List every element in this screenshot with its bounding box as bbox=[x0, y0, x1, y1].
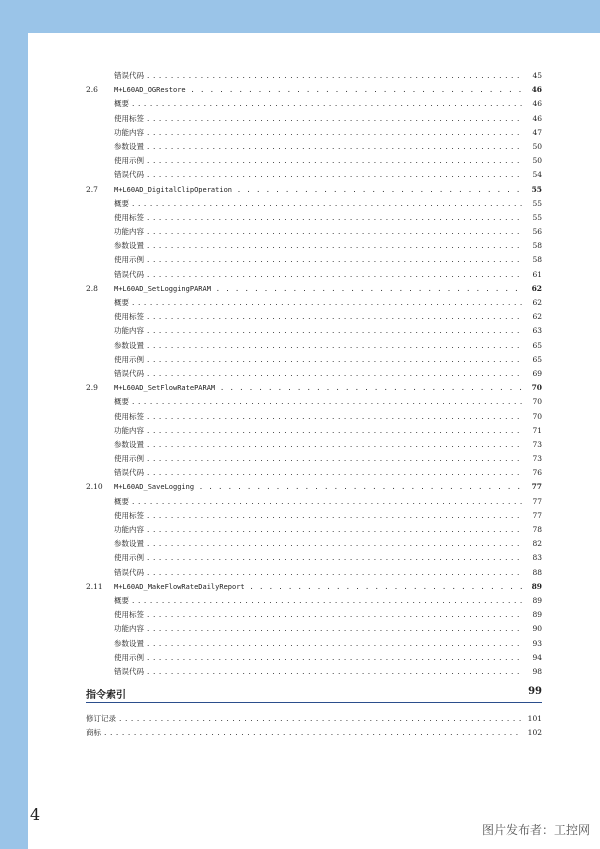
toc-entry-page: 77 bbox=[531, 482, 542, 492]
toc-entry-title: 使用示例 . . . bbox=[114, 651, 522, 665]
toc-section-number: 2.6 bbox=[86, 85, 98, 95]
toc-entry-title: 参数设置 . . . bbox=[114, 140, 522, 154]
toc-entry-title: M+L60AD_OGRestore . . . bbox=[114, 83, 522, 97]
toc-entry[interactable] bbox=[86, 126, 542, 140]
toc-entry-page: 77 bbox=[532, 510, 542, 520]
toc-entry-page: 54 bbox=[532, 170, 542, 180]
toc-entry-page: 62 bbox=[532, 298, 542, 307]
toc-entry[interactable] bbox=[86, 339, 542, 353]
toc-entry[interactable] bbox=[86, 495, 542, 509]
toc-entry-title: 参数设置 . . . bbox=[114, 339, 522, 353]
toc-entry-title: 错误代码 . . . bbox=[114, 665, 522, 679]
toc-entry[interactable] bbox=[86, 726, 542, 740]
toc-entry-page: 94 bbox=[532, 652, 542, 662]
toc-entry-page: 77 bbox=[532, 496, 542, 506]
toc-entry-page: 102 bbox=[527, 728, 542, 738]
toc-entry-page: 70 bbox=[532, 411, 542, 421]
toc-entry[interactable] bbox=[86, 69, 542, 83]
toc-entry-page: 62 bbox=[532, 312, 542, 322]
toc-entry-page: 73 bbox=[532, 454, 542, 464]
table-of-contents bbox=[86, 69, 542, 679]
toc-entry[interactable] bbox=[86, 367, 542, 381]
toc-entry-page: 46 bbox=[532, 99, 542, 109]
toc-entry[interactable] bbox=[86, 168, 542, 182]
toc-entry-title: 使用示例 . . . bbox=[114, 253, 522, 267]
toc-entry[interactable] bbox=[86, 253, 542, 267]
toc-entry-page: 58 bbox=[532, 255, 542, 265]
toc-entry[interactable] bbox=[86, 608, 542, 622]
toc-section-entry[interactable] bbox=[86, 183, 542, 197]
toc-entry-page: 76 bbox=[532, 468, 542, 478]
toc-entry-title: 功能内容 . . . bbox=[114, 622, 522, 636]
toc-entry-title: 使用标签 . . . bbox=[114, 509, 522, 523]
toc-entry-title: M+L60AD_SaveLogging . . . bbox=[114, 480, 522, 494]
toc-entry-title: 商标 . . . bbox=[86, 726, 522, 740]
toc-entry[interactable] bbox=[86, 438, 542, 452]
toc-entry-title: 功能内容 . . . bbox=[114, 225, 522, 239]
toc-entry-title: 修订记录 . . . bbox=[86, 712, 522, 726]
toc-entry-title: 概要 . . . bbox=[114, 594, 522, 608]
toc-section-entry[interactable] bbox=[86, 480, 542, 494]
toc-entry[interactable] bbox=[86, 509, 542, 523]
toc-entry-page: 71 bbox=[532, 425, 542, 435]
toc-entry-title: M+L60AD_SetFlowRatePARAM . . . bbox=[114, 381, 522, 395]
toc-entry-page: 65 bbox=[532, 354, 542, 364]
toc-entry[interactable] bbox=[86, 154, 542, 168]
toc-entry-page: 55 bbox=[532, 198, 542, 208]
toc-entry-title: 使用标签 . . . bbox=[114, 410, 522, 424]
toc-entry-page: 63 bbox=[532, 326, 542, 336]
toc-entry-page: 70 bbox=[531, 383, 542, 393]
toc-entry-title: 错误代码 . . . bbox=[114, 367, 522, 381]
toc-entry-title: 错误代码 . . . bbox=[114, 168, 522, 182]
toc-entry-title: 使用标签 . . . bbox=[114, 211, 522, 225]
toc-section-entry[interactable] bbox=[86, 83, 542, 97]
toc-entry-title: M+L60AD_DigitalClipOperation . . . bbox=[114, 183, 522, 197]
toc-entry-title: 概要 . . . bbox=[114, 97, 522, 111]
toc-entry[interactable] bbox=[86, 651, 542, 665]
toc-entry[interactable] bbox=[86, 353, 542, 367]
toc-entry[interactable] bbox=[86, 466, 542, 480]
toc-section-number: 2.8 bbox=[86, 283, 98, 293]
toc-section-entry[interactable] bbox=[86, 580, 542, 594]
toc-entry-page: 55 bbox=[532, 212, 542, 222]
toc-entry[interactable] bbox=[86, 211, 542, 225]
toc-entry-title: 参数设置 . . . bbox=[114, 637, 522, 651]
toc-entry-page: 89 bbox=[532, 595, 542, 605]
watermark: 图片发布者：工控网 bbox=[481, 823, 590, 837]
toc-entry[interactable] bbox=[86, 324, 542, 338]
toc-section-entry[interactable] bbox=[86, 282, 542, 296]
toc-entry[interactable] bbox=[86, 239, 542, 253]
toc-entry-page: 88 bbox=[532, 567, 542, 577]
toc-entry-title: 使用标签 . . . bbox=[114, 310, 522, 324]
toc-entry-page: 45 bbox=[532, 71, 542, 80]
toc-entry-title: 使用示例 . . . bbox=[114, 452, 522, 466]
toc-entry-page: 46 bbox=[532, 113, 542, 123]
toc-entry-page: 69 bbox=[532, 368, 542, 378]
toc-section-number: 2.9 bbox=[86, 383, 98, 393]
toc-entry-page: 70 bbox=[532, 397, 542, 407]
toc-entry-page: 62 bbox=[531, 283, 542, 293]
toc-entry[interactable] bbox=[86, 310, 542, 324]
index-heading-page: 99 bbox=[528, 686, 542, 697]
toc-entry[interactable] bbox=[86, 112, 542, 126]
toc-entry-title: 错误代码 . . . bbox=[114, 566, 522, 580]
appendix-entries bbox=[86, 712, 542, 740]
toc-entry-page: 61 bbox=[532, 269, 542, 279]
toc-entry-title: 参数设置 . . . bbox=[114, 239, 522, 253]
toc-entry[interactable] bbox=[86, 296, 542, 310]
toc-entry[interactable] bbox=[86, 197, 542, 211]
toc-entry-title: 使用示例 . . . bbox=[114, 353, 522, 367]
toc-entry[interactable] bbox=[86, 268, 542, 282]
toc-entry-title: 使用标签 . . . bbox=[114, 608, 522, 622]
toc-entry-title: 错误代码 . . . bbox=[114, 466, 522, 480]
toc-entry-page: 83 bbox=[532, 553, 542, 563]
toc-section-number: 2.7 bbox=[86, 184, 98, 194]
toc-entry-title: 错误代码 . . . bbox=[114, 268, 522, 282]
toc-entry-page: 98 bbox=[532, 666, 542, 676]
toc-entry-title: 功能内容 . . . bbox=[114, 424, 522, 438]
toc-entry-title: M+L60AD_SetLoggingPARAM . . . bbox=[114, 282, 522, 296]
index-heading-label: 指令索引 bbox=[86, 690, 126, 701]
left-color-band bbox=[0, 0, 28, 849]
toc-entry-page: 73 bbox=[532, 439, 542, 449]
toc-entry[interactable] bbox=[86, 452, 542, 466]
toc-entry[interactable] bbox=[86, 410, 542, 424]
toc-entry-title: 概要 . . . bbox=[114, 495, 522, 509]
toc-entry-page: 46 bbox=[531, 85, 542, 95]
toc-entry[interactable] bbox=[86, 551, 542, 565]
toc-entry-title: 功能内容 . . . bbox=[114, 126, 522, 140]
toc-entry-page: 50 bbox=[532, 141, 542, 151]
toc-entry[interactable] bbox=[86, 637, 542, 651]
toc-entry-title: 使用示例 . . . bbox=[114, 551, 522, 565]
toc-section-number: 2.10 bbox=[86, 482, 103, 492]
toc-entry-title: 参数设置 . . . bbox=[114, 438, 522, 452]
toc-entry-page: 58 bbox=[532, 241, 542, 251]
toc-entry[interactable] bbox=[86, 712, 542, 726]
toc-entry-page: 82 bbox=[532, 539, 542, 549]
toc-entry-page: 65 bbox=[532, 340, 542, 350]
index-heading[interactable] bbox=[86, 686, 542, 703]
toc-entry-title: 概要 . . . bbox=[114, 296, 522, 310]
toc-section-entry[interactable] bbox=[86, 381, 542, 395]
toc-entry[interactable] bbox=[86, 140, 542, 154]
toc-entry[interactable] bbox=[86, 594, 542, 608]
toc-entry-page: 78 bbox=[532, 525, 542, 534]
page-number: 4 bbox=[30, 805, 41, 824]
toc-entry-title: 使用示例 . . . bbox=[114, 154, 522, 168]
toc-entry[interactable] bbox=[86, 537, 542, 551]
toc-entry-page: 90 bbox=[532, 624, 542, 634]
toc-entry[interactable] bbox=[86, 97, 542, 111]
toc-entry-title: 概要 . . . bbox=[114, 197, 522, 211]
toc-entry-page: 47 bbox=[532, 127, 542, 137]
toc-entry-page: 89 bbox=[532, 610, 542, 620]
toc-entry[interactable] bbox=[86, 523, 542, 537]
toc-entry[interactable] bbox=[86, 665, 542, 679]
toc-entry-title: 概要 . . . bbox=[114, 395, 522, 409]
toc-entry-page: 56 bbox=[532, 227, 542, 237]
top-color-band bbox=[0, 0, 600, 33]
toc-entry-page: 50 bbox=[532, 156, 542, 166]
toc-entry-title: 错误代码 . . . bbox=[114, 69, 522, 83]
toc-entry[interactable] bbox=[86, 395, 542, 409]
toc-entry-page: 89 bbox=[531, 581, 542, 591]
toc-entry-page: 55 bbox=[531, 184, 542, 194]
toc-entry-title: M+L60AD_MakeFlowRateDailyReport . . . bbox=[114, 580, 522, 594]
toc-entry[interactable] bbox=[86, 566, 542, 580]
toc-entry[interactable] bbox=[86, 622, 542, 636]
toc-entry-title: 使用标签 . . . bbox=[114, 112, 522, 126]
toc-section-number: 2.11 bbox=[86, 581, 103, 591]
toc-entry-title: 功能内容 . . . bbox=[114, 523, 522, 537]
toc-entry-title: 参数设置 . . . bbox=[114, 537, 522, 551]
toc-entry[interactable] bbox=[86, 225, 542, 239]
toc-entry-page: 93 bbox=[532, 638, 542, 648]
toc-entry-page: 101 bbox=[527, 714, 542, 723]
toc-entry-title: 功能内容 . . . bbox=[114, 324, 522, 338]
toc-entry[interactable] bbox=[86, 424, 542, 438]
